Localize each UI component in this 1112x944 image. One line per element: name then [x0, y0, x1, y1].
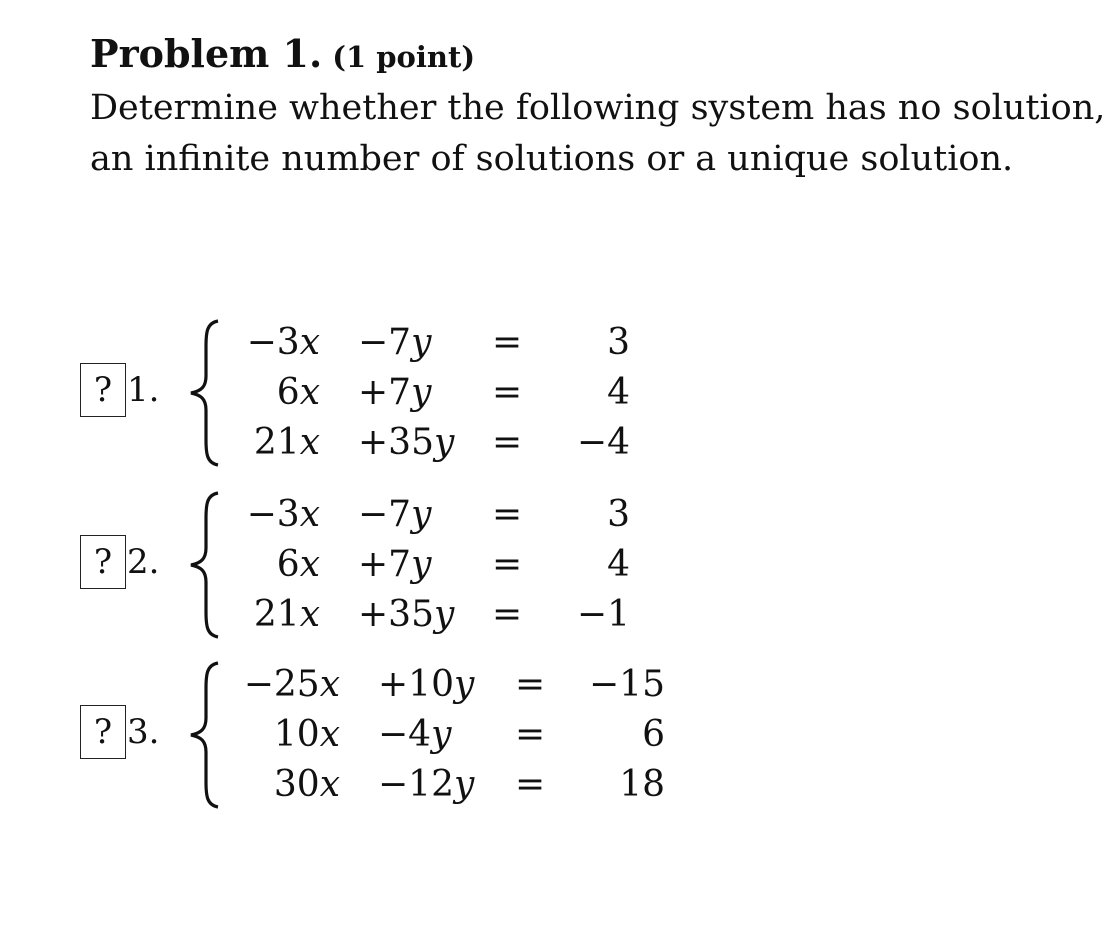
- instructions-line-1: Determine whether the following system has no solution,: [90, 88, 1106, 128]
- y-variable: y: [433, 422, 455, 463]
- equals-sign: =: [515, 664, 546, 705]
- system-number-3: 3.: [127, 712, 160, 752]
- left-brace-icon: [185, 318, 225, 468]
- equation-system-1: [80, 318, 700, 468]
- y-coefficient: −12: [378, 764, 454, 805]
- y-coefficient: +10: [378, 664, 454, 705]
- y-term: [378, 760, 474, 810]
- x-term: [230, 490, 320, 540]
- y-coefficient: −4: [378, 714, 432, 755]
- x-term: [230, 318, 320, 368]
- problem-instructions: [90, 83, 1112, 185]
- x-term: [230, 590, 320, 640]
- answer-select-1[interactable]: ?: [80, 363, 126, 417]
- right-hand-side: 3: [607, 322, 630, 363]
- y-term: [358, 418, 454, 468]
- x-coefficient: 21: [253, 422, 300, 463]
- equation-system-2: [80, 490, 700, 640]
- right-hand-side: −15: [589, 664, 665, 705]
- x-variable: x: [299, 372, 320, 413]
- problem-points: (1 point): [332, 40, 476, 74]
- equals-sign: =: [492, 494, 523, 535]
- x-term: [230, 418, 320, 468]
- x-variable: x: [319, 664, 340, 705]
- y-coefficient: +7: [358, 544, 412, 585]
- x-coefficient: −25: [243, 664, 320, 705]
- x-variable: x: [299, 494, 320, 535]
- y-variable: y: [453, 764, 475, 805]
- x-variable: x: [299, 322, 320, 363]
- x-coefficient: 30: [273, 764, 320, 805]
- right-hand-side: −4: [576, 422, 630, 463]
- answer-select-3[interactable]: ?: [80, 705, 126, 759]
- x-term: [230, 368, 320, 418]
- x-coefficient: −3: [246, 322, 300, 363]
- y-coefficient: −7: [358, 494, 412, 535]
- y-variable: y: [433, 594, 455, 635]
- x-term: [230, 660, 340, 710]
- equals-sign: =: [492, 322, 523, 363]
- problem-title-line: [90, 30, 1112, 81]
- y-coefficient: −7: [358, 322, 412, 363]
- x-term: [230, 710, 340, 760]
- instructions-line-2: an infinite number of solutions or a unique solution.: [90, 139, 1014, 179]
- x-coefficient: 6: [276, 544, 300, 585]
- y-term: [358, 368, 431, 418]
- y-variable: y: [453, 664, 475, 705]
- y-coefficient: +35: [358, 422, 434, 463]
- y-term: [358, 490, 431, 540]
- y-term: [378, 660, 474, 710]
- y-term: [358, 590, 454, 640]
- x-variable: x: [299, 422, 320, 463]
- left-brace-icon: [185, 490, 225, 640]
- equals-sign: =: [492, 544, 523, 585]
- right-hand-side: 4: [607, 372, 630, 413]
- x-variable: x: [299, 594, 320, 635]
- x-term: [230, 760, 340, 810]
- right-hand-side: 18: [619, 764, 665, 805]
- y-coefficient: +7: [358, 372, 412, 413]
- left-brace-icon: [185, 660, 225, 810]
- system-number-2: 2.: [127, 542, 160, 582]
- equation-system-3: [80, 660, 700, 810]
- x-coefficient: 6: [276, 372, 300, 413]
- x-variable: x: [319, 714, 340, 755]
- y-variable: y: [411, 544, 432, 585]
- x-coefficient: 21: [253, 594, 300, 635]
- y-variable: y: [411, 372, 432, 413]
- y-variable: y: [411, 322, 432, 363]
- x-coefficient: 10: [273, 714, 320, 755]
- y-term: [358, 318, 431, 368]
- x-term: [230, 540, 320, 590]
- equals-sign: =: [492, 594, 523, 635]
- y-term: [378, 710, 451, 760]
- equals-sign: =: [492, 372, 523, 413]
- problem-title: Problem 1.: [90, 31, 323, 76]
- system-number-1: 1.: [127, 370, 160, 410]
- right-hand-side: 4: [607, 544, 630, 585]
- equals-sign: =: [515, 714, 546, 755]
- x-variable: x: [319, 764, 340, 805]
- right-hand-side: 6: [642, 714, 665, 755]
- right-hand-side: −1: [576, 594, 630, 635]
- y-variable: y: [411, 494, 432, 535]
- y-coefficient: +35: [358, 594, 434, 635]
- problem-header: [90, 30, 1112, 185]
- y-variable: y: [431, 714, 452, 755]
- x-coefficient: −3: [246, 494, 300, 535]
- x-variable: x: [299, 544, 320, 585]
- equals-sign: =: [515, 764, 546, 805]
- right-hand-side: 3: [607, 494, 630, 535]
- equals-sign: =: [492, 422, 523, 463]
- y-term: [358, 540, 431, 590]
- answer-select-2[interactable]: ?: [80, 535, 126, 589]
